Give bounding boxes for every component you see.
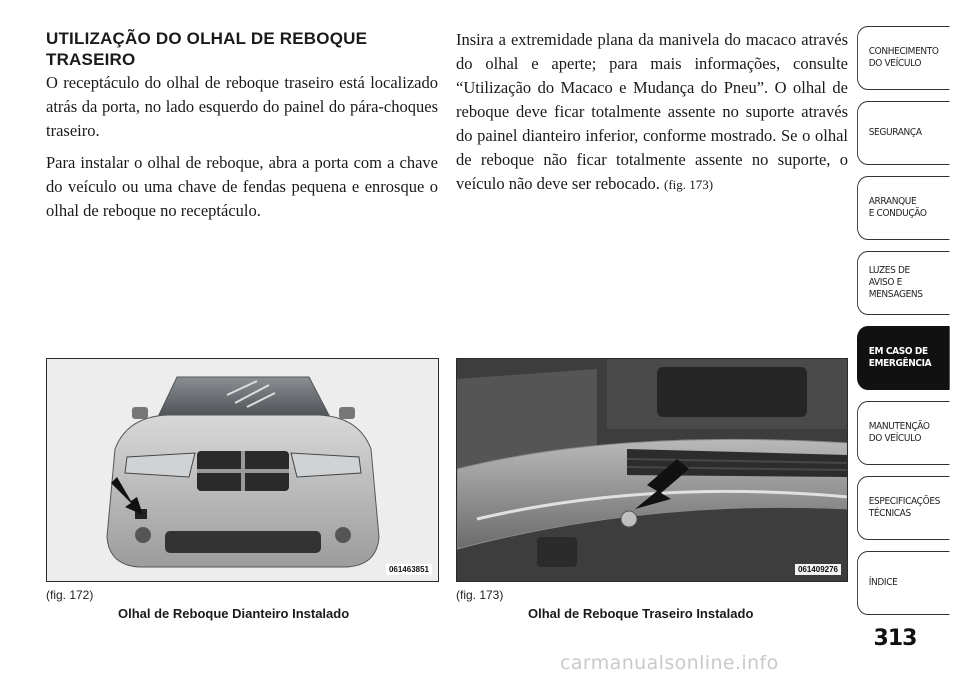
tab-label: EM CASO DE EMERGÊNCIA (868, 346, 932, 369)
figure-front-tow-eye (46, 358, 439, 582)
section-heading: UTILIZAÇÃO DO OLHAL DE REBOQUE TRASEIRO (46, 29, 368, 69)
tab-arranque[interactable] (857, 176, 950, 240)
figure-173-ref: (fig. 173) (456, 588, 504, 602)
tab-luzes[interactable] (857, 251, 950, 315)
paragraph-tighten (456, 28, 848, 197)
front-car-illustration (47, 359, 439, 582)
tab-emergencia[interactable] (857, 326, 950, 390)
figure-code: 061463851 (386, 564, 432, 575)
tab-label: ÍNDICE (868, 577, 898, 588)
tab-label: CONHECIMENTO DO VEÍCULO (868, 46, 939, 69)
tab-label: ARRANQUE E CONDUÇÃO (868, 196, 927, 219)
tab-label: SEGURANÇA (868, 127, 922, 138)
figure-code: 061409276 (795, 564, 841, 575)
figure-173-caption: Olhal de Reboque Traseiro Instalado (528, 606, 754, 621)
tab-seguranca[interactable] (857, 101, 950, 165)
page-number: 313 (873, 626, 917, 651)
paragraph-install: Para instalar o olhal de reboque, abra a porta com a chave do veículo ou uma chave de fendas pequena e enrosque o olhal de reboque no receptáculo. (46, 153, 438, 220)
chapter-tabs (857, 26, 960, 626)
rear-bumper-illustration (457, 359, 848, 582)
tab-label: LUZES DE AVISO E MENSAGENS (868, 265, 923, 300)
right-column (456, 28, 848, 205)
watermark: carmanualsonline.info (560, 652, 779, 674)
figure-172-ref: (fig. 172) (46, 588, 94, 602)
tab-label: MANUTENÇÃO DO VEÍCULO (868, 421, 930, 444)
tab-especificacoes[interactable] (857, 476, 950, 540)
paragraph-location: O receptáculo do olhal de reboque traseiro está localizado atrás da porta, no lado esquerdo do painel do pára-choques traseiro. (46, 73, 438, 140)
figure-reference: (fig. 173) (664, 177, 714, 192)
figure-172-caption: Olhal de Reboque Dianteiro Instalado (118, 606, 350, 621)
figure-rear-tow-eye (456, 358, 848, 582)
tab-conhecimento[interactable] (857, 26, 950, 90)
left-column (46, 28, 438, 231)
paragraph-tighten-text: Insira a extremidade plana da manivela do macaco através do olhal e aperte; para mais informações, consulte “Utilização do Macaco e Mudança do Pneu”. O olhal de reboque deve ficar totalmente assente no suporte através do painel dianteiro inferior, conforme mostrado. Se o olhal de reboque não ficar totalmente assente no suporte, o veículo não deve ser rebocado. (456, 30, 848, 193)
tab-indice[interactable] (857, 551, 950, 615)
tab-label: ESPECIFICAÇÕES TÉCNICAS (868, 496, 940, 519)
tab-manutencao[interactable] (857, 401, 950, 465)
